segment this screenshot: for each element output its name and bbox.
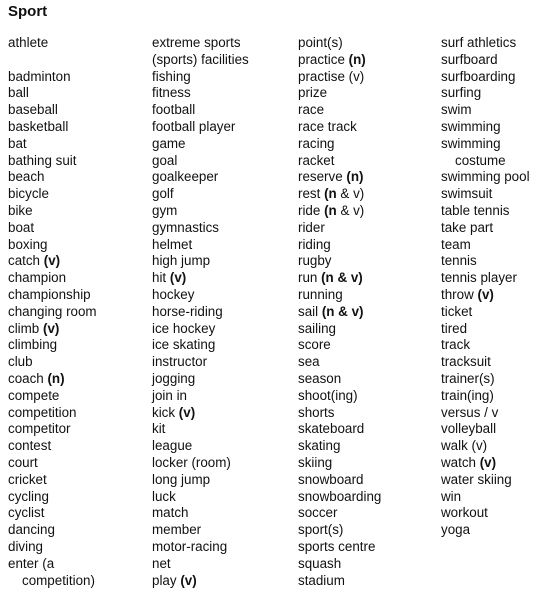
vocab-word: win — [441, 488, 462, 504]
vocab-word: bicycle — [8, 186, 49, 202]
vocab-word: helmet — [152, 236, 193, 252]
vocab-word: gymnastics — [152, 219, 219, 235]
vocab-word: ride — [298, 202, 321, 218]
vocab-entry — [298, 69, 381, 86]
vocab-word: kit — [152, 421, 166, 437]
vocab-word: fishing — [152, 68, 191, 84]
vocab-word: boat — [8, 219, 35, 235]
vocab-word: (sports) facilities — [152, 51, 249, 67]
vocab-entry — [8, 220, 97, 237]
vocab-entry — [298, 237, 381, 254]
vocab-word: reserve — [298, 169, 343, 185]
vocab-entry — [152, 253, 249, 270]
vocab-word: extreme sports — [152, 35, 241, 50]
vocab-entry — [298, 421, 381, 438]
vocab-entry — [298, 505, 381, 522]
vocab-word: running — [298, 286, 343, 302]
vocab-entry — [8, 237, 97, 254]
vocab-entry — [8, 522, 97, 539]
vocab-entry — [298, 573, 381, 590]
word-class-rest: & v) — [336, 186, 365, 202]
vocab-entry — [152, 186, 249, 203]
vocab-word: baseball — [8, 102, 58, 118]
vocab-entry — [152, 203, 249, 220]
vocab-word: team — [441, 236, 471, 252]
vocab-word: surfboard — [441, 51, 498, 67]
vocab-entry — [441, 153, 530, 170]
vocab-entry — [441, 69, 530, 86]
vocab-entry — [8, 573, 97, 590]
vocab-entry — [298, 455, 381, 472]
vocab-word: skateboard — [298, 421, 365, 437]
vocab-entry — [441, 136, 530, 153]
word-class-tag: (v) — [479, 454, 497, 470]
vocab-entry — [298, 52, 381, 69]
vocab-word: hit — [152, 270, 167, 286]
vocab-word: score — [298, 337, 331, 353]
vocab-entry — [152, 371, 249, 388]
vocab-entry — [8, 186, 97, 203]
word-class-tag: (v) — [178, 404, 196, 420]
vocab-word: horse-riding — [152, 303, 223, 319]
vocab-entry — [441, 405, 530, 422]
vocab-word: compete — [8, 387, 60, 403]
vocab-word: take part — [441, 219, 494, 235]
vocab-word: snowboard — [298, 471, 364, 487]
vocab-entry — [298, 388, 381, 405]
vocab-word: surfboarding — [441, 68, 516, 84]
vocab-word: race — [298, 102, 325, 118]
vocab-word: watch — [441, 454, 476, 470]
vocab-entry — [298, 371, 381, 388]
vocab-entry — [152, 522, 249, 539]
vocab-word: versus / v — [441, 404, 499, 420]
vocab-word: join in — [152, 387, 187, 403]
vocab-word: sport(s) — [298, 522, 344, 538]
vocab-word: championship — [8, 286, 91, 302]
vocab-entry — [152, 69, 249, 86]
vocab-word: cycling — [8, 488, 49, 504]
vocab-word: season — [298, 370, 342, 386]
vocab-word: cricket — [8, 471, 47, 487]
vocab-entry — [298, 153, 381, 170]
vocab-entry — [152, 287, 249, 304]
vocab-word: snowboarding — [298, 488, 382, 504]
vocab-entry — [298, 556, 381, 573]
vocab-word: diving — [8, 538, 43, 554]
vocab-entry — [8, 270, 97, 287]
vocab-entry — [298, 354, 381, 371]
vocab-entry — [441, 186, 530, 203]
vocab-entry — [441, 203, 530, 220]
vocab-word: skating — [298, 438, 341, 454]
vocab-entry — [298, 337, 381, 354]
vocab-word: coach — [8, 370, 44, 386]
vocab-entry — [8, 153, 97, 170]
vocab-word: squash — [298, 555, 342, 571]
word-class-tag: (v) — [180, 572, 197, 588]
vocab-entry — [8, 337, 97, 354]
vocab-entry — [298, 253, 381, 270]
vocab-word: basketball — [8, 118, 69, 134]
vocab-word: enter (a — [8, 555, 55, 571]
vocab-word: sea — [298, 354, 320, 370]
vocab-entry — [441, 169, 530, 186]
vocab-entry — [152, 539, 249, 556]
vocab-word: bat — [8, 135, 27, 151]
vocab-entry — [441, 472, 530, 489]
vocab-word: swimsuit — [441, 186, 493, 202]
vocab-entry — [152, 505, 249, 522]
vocab-entry — [298, 220, 381, 237]
word-class-tag: (n) — [348, 51, 366, 67]
vocab-word: sports centre — [298, 538, 376, 554]
vocab-entry — [8, 505, 97, 522]
vocab-word: stadium — [298, 572, 345, 588]
vocab-entry — [298, 203, 381, 220]
vocab-word: goal — [152, 152, 178, 168]
vocab-entry — [8, 388, 97, 405]
vocab-entry — [152, 304, 249, 321]
vocab-entry — [8, 203, 97, 220]
vocab-entry — [152, 85, 249, 102]
vocab-word: locker (room) — [152, 454, 231, 470]
vocab-word: rugby — [298, 253, 332, 269]
vocab-entry — [298, 119, 381, 136]
vocab-word: point(s) — [298, 35, 343, 50]
vocab-entry — [8, 455, 97, 472]
vocab-entry — [441, 52, 530, 69]
vocab-word: shorts — [298, 404, 335, 420]
vocab-entry — [8, 35, 97, 52]
vocab-entry — [152, 438, 249, 455]
vocab-entry — [8, 69, 97, 86]
vocab-word: practise (v) — [298, 68, 365, 84]
vocab-entry — [441, 388, 530, 405]
vocab-word: climbing — [8, 337, 58, 353]
vocab-word: ice hockey — [152, 320, 216, 336]
vocab-word: run — [298, 270, 318, 286]
vocab-entry — [152, 119, 249, 136]
word-class-tag: (n) — [346, 169, 364, 185]
vocab-entry — [152, 573, 249, 590]
vocab-entry — [8, 287, 97, 304]
vocab-word: walk (v) — [441, 438, 488, 454]
vocab-entry — [298, 405, 381, 422]
vocab-word: sailing — [298, 320, 336, 336]
vocab-word: court — [8, 454, 38, 470]
vocab-word: beach — [8, 169, 45, 185]
vocab-word: volleyball — [441, 421, 497, 437]
word-class-tag: (n & v) — [321, 270, 363, 286]
vocab-entry — [8, 539, 97, 556]
vocab-word: badminton — [8, 68, 71, 84]
vocab-word: game — [152, 135, 186, 151]
vocab-word: catch — [8, 253, 41, 269]
vocab-word: swim — [441, 102, 472, 118]
vocab-word: kick — [152, 404, 176, 420]
word-column-2 — [152, 35, 249, 589]
vocab-word: member — [152, 522, 202, 538]
vocab-entry — [8, 85, 97, 102]
vocab-word: skiing — [298, 454, 333, 470]
vocab-entry — [441, 421, 530, 438]
vocab-entry — [152, 136, 249, 153]
vocab-word: match — [152, 505, 189, 521]
vocab-word: swimming — [441, 118, 501, 134]
vocab-word: play — [152, 572, 177, 588]
vocab-entry — [441, 119, 530, 136]
vocab-entry — [8, 136, 97, 153]
vocab-word: changing room — [8, 303, 97, 319]
vocab-entry — [8, 119, 97, 136]
word-class-tag: (v) — [42, 320, 60, 336]
vocab-entry — [298, 186, 381, 203]
vocab-word: ball — [8, 85, 29, 101]
vocab-word: club — [8, 354, 33, 370]
vocab-entry — [441, 371, 530, 388]
vocab-word: football player — [152, 118, 236, 134]
vocab-word: surf athletics — [441, 35, 517, 50]
vocab-word: hockey — [152, 286, 195, 302]
vocab-entry — [298, 489, 381, 506]
vocab-word: racing — [298, 135, 335, 151]
vocab-entry — [441, 354, 530, 371]
vocab-entry — [441, 505, 530, 522]
vocab-entry — [152, 421, 249, 438]
vocab-entry — [441, 253, 530, 270]
vocab-entry — [441, 102, 530, 119]
vocab-entry — [441, 220, 530, 237]
vocab-word: goalkeeper — [152, 169, 219, 185]
vocab-word: gym — [152, 202, 178, 218]
vocab-entry — [152, 337, 249, 354]
page-title: Sport — [8, 3, 48, 20]
vocab-entry — [152, 102, 249, 119]
vocab-word: prize — [298, 85, 328, 101]
vocab-entry — [441, 85, 530, 102]
word-class-tag: (n — [324, 186, 337, 202]
vocab-entry — [152, 388, 249, 405]
vocab-word: bathing suit — [8, 152, 77, 168]
vocab-word: surfing — [441, 85, 482, 101]
word-class-tag: (n & v) — [321, 303, 364, 319]
vocab-entry — [298, 136, 381, 153]
vocab-entry — [8, 489, 97, 506]
vocab-word: dancing — [8, 522, 55, 538]
vocab-word: practice — [298, 51, 345, 67]
vocab-entry — [441, 489, 530, 506]
vocab-word: yoga — [441, 522, 471, 538]
vocab-word: jogging — [152, 370, 196, 386]
vocab-word: tennis player — [441, 270, 517, 286]
vocab-word: costume — [455, 152, 506, 168]
vocab-entry — [152, 472, 249, 489]
vocab-entry — [152, 321, 249, 338]
vocab-word: competition — [8, 404, 77, 420]
vocab-entry — [8, 321, 97, 338]
word-class-rest: & v) — [336, 202, 365, 218]
vocab-word: long jump — [152, 471, 211, 487]
word-class-tag: (v) — [169, 270, 187, 286]
vocab-word: ice skating — [152, 337, 216, 353]
vocab-entry — [8, 169, 97, 186]
vocab-entry — [152, 220, 249, 237]
vocab-word: tennis — [441, 253, 477, 269]
word-class-tag: (v) — [43, 253, 61, 269]
vocab-entry — [441, 35, 530, 52]
vocab-word: racket — [298, 152, 335, 168]
vocab-entry — [152, 237, 249, 254]
word-column-1 — [8, 35, 97, 589]
vocab-entry — [298, 85, 381, 102]
vocab-word: golf — [152, 186, 174, 202]
vocab-word: train(ing) — [441, 387, 494, 403]
vocab-entry — [152, 556, 249, 573]
vocab-entry — [298, 472, 381, 489]
vocab-entry — [441, 237, 530, 254]
vocab-entry — [152, 489, 249, 506]
vocab-word: competition) — [22, 572, 95, 588]
vocab-word: luck — [152, 488, 176, 504]
vocab-entry — [8, 371, 97, 388]
vocab-entry — [8, 354, 97, 371]
vocab-entry — [152, 169, 249, 186]
vocab-word: sail — [298, 303, 319, 319]
vocab-entry — [8, 304, 97, 321]
vocab-word: motor-racing — [152, 538, 228, 554]
vocab-word: fitness — [152, 85, 191, 101]
vocab-entry — [152, 405, 249, 422]
vocab-entry — [441, 304, 530, 321]
vocab-entry — [152, 270, 249, 287]
vocab-word: swimming pool — [441, 169, 530, 185]
word-column-3 — [298, 35, 381, 589]
vocab-entry — [298, 102, 381, 119]
vocab-entry — [152, 153, 249, 170]
vocab-entry — [8, 102, 97, 119]
vocab-word: track — [441, 337, 471, 353]
vocab-word: race track — [298, 118, 357, 134]
vocab-entry — [441, 522, 530, 539]
vocab-entry — [298, 35, 381, 52]
vocab-word: instructor — [152, 354, 208, 370]
vocab-entry — [441, 321, 530, 338]
vocab-entry — [152, 455, 249, 472]
word-class-tag: (v) — [477, 286, 494, 302]
vocab-entry — [298, 304, 381, 321]
vocab-entry — [8, 556, 97, 573]
vocab-word: bike — [8, 202, 33, 218]
vocab-entry — [441, 337, 530, 354]
vocab-word: league — [152, 438, 193, 454]
vocab-word: competitor — [8, 421, 71, 437]
vocab-entry — [8, 52, 97, 69]
vocab-word: throw — [441, 286, 474, 302]
vocab-entry — [298, 270, 381, 287]
vocab-word: football — [152, 102, 196, 118]
vocab-word: riding — [298, 236, 331, 252]
vocab-word: water skiing — [441, 471, 512, 487]
vocab-entry — [152, 52, 249, 69]
vocab-word: boxing — [8, 236, 48, 252]
vocab-word: rest — [298, 186, 321, 202]
vocab-entry — [298, 438, 381, 455]
vocab-word: athlete — [8, 35, 49, 50]
vocab-entry — [8, 421, 97, 438]
vocab-entry — [152, 354, 249, 371]
vocab-word: net — [152, 555, 171, 571]
vocab-word: swimming — [441, 135, 501, 151]
vocab-word: workout — [441, 505, 488, 521]
vocab-entry — [8, 405, 97, 422]
vocab-word: tired — [441, 320, 468, 336]
vocab-entry — [298, 522, 381, 539]
vocab-word: trainer(s) — [441, 370, 495, 386]
vocab-entry — [441, 438, 530, 455]
vocab-entry — [298, 321, 381, 338]
vocab-word: table tennis — [441, 202, 510, 218]
vocab-word: tracksuit — [441, 354, 491, 370]
vocab-entry — [298, 287, 381, 304]
vocab-entry — [441, 287, 530, 304]
word-column-4 — [441, 35, 530, 539]
vocab-word: cyclist — [8, 505, 45, 521]
vocab-word: contest — [8, 438, 52, 454]
vocab-entry — [152, 35, 249, 52]
vocab-word: high jump — [152, 253, 211, 269]
vocab-entry — [441, 455, 530, 472]
vocab-entry — [298, 539, 381, 556]
vocab-word: champion — [8, 270, 67, 286]
vocab-word: ticket — [441, 303, 473, 319]
vocab-entry — [441, 270, 530, 287]
vocab-word: shoot(ing) — [298, 387, 358, 403]
vocab-entry — [298, 169, 381, 186]
vocab-word: soccer — [298, 505, 338, 521]
vocab-word: climb — [8, 320, 40, 336]
word-class-tag: (n — [324, 202, 337, 218]
vocab-word: rider — [298, 219, 325, 235]
vocab-entry — [8, 253, 97, 270]
vocab-entry — [8, 438, 97, 455]
word-class-tag: (n) — [47, 370, 65, 386]
vocab-entry — [8, 472, 97, 489]
